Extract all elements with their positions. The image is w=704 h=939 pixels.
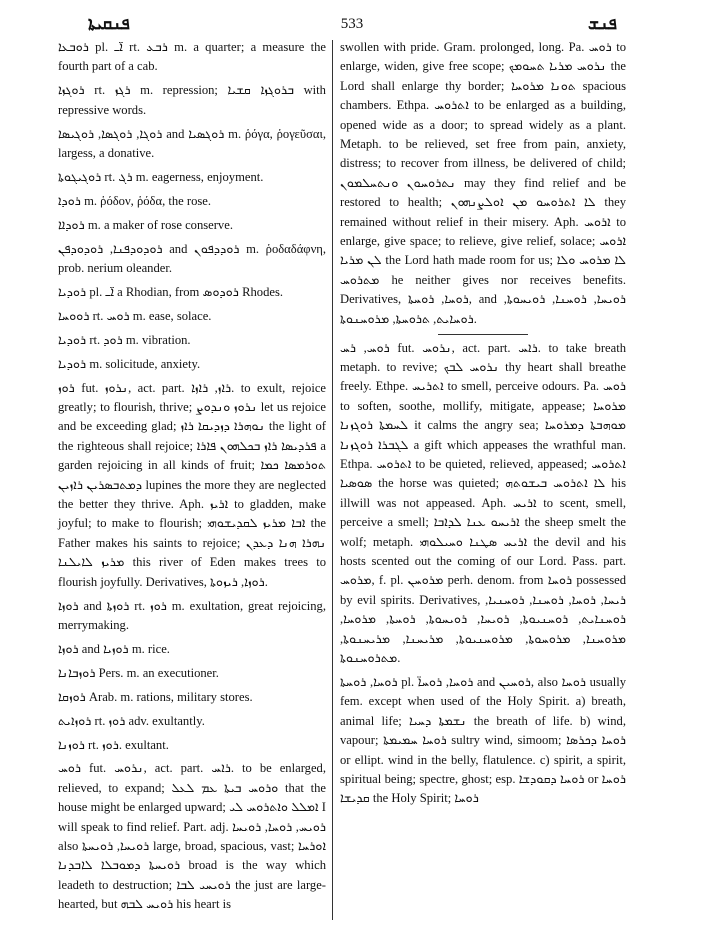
dictionary-entry: ܪܘܕܐ m. ῥόδον, ῥόδα, the rose. (58, 193, 212, 208)
right-column (340, 38, 626, 813)
dictionary-entry: ܪܘܙܐܝܬ rt. ܪܘܙ adv. exultantly. (58, 713, 205, 728)
column-divider (332, 40, 333, 920)
dictionary-entry: ܪܘܚܐ, ܪܘܚܬܐ pl. ܪܘܚܐ, ܪܘܚܐ̈ and ܪܘܚܝܢ, also ܪܘܚܐ usually fem. except when used of the Holy Spirit. a) breath, animal life; ܢܫܡܬܐ ܕܚܝܐ the breath of life. b) wind, vapour; ܪܘܚܐ ܚܡܝܡܬܐ sultry wind, simoom; ܪܘܚܐ ܕܟܪܣܐ or ellipt. wind in the belly, flatulence. c) spirit, a spirit, spiritual being; spectre, ghost; esp. ܪܘܚܐ ܕܩܘܕܫܐ or ܪܘܚܐ ܩܕܝܫܐ the Holy Spirit; ܪܘܚܐ (340, 675, 627, 806)
dictionary-entry: ܪܘܚ, ܪܚ fut. ܢܪܘܚ, act. part. ܪܐܚ. to take breath metaph. to revive; ܢܪܘܚ ܠܒܟ thy heart shall breathe freely. Ethpe. ܐܬܪܝܚ to smell, perceive odours. Pa. ܪܘܚ to soften, soothe, mollify, mitigate, appease; ܡܪܘܚܐ ܠܚܡܬܐ ܪܘܓܙܢܐ it calms the angry sea; ܡܘܗܒܬܐ ܕܡܪܘܚܐ ܠܓܒܪܐ ܪܘܓܙܢܐ a gift which appeases the wrathful man. Ethpa. ܐܬܪܘܚ to be quieted, relieved, appeased; ܐܬܪܘܚ ܣܘܣܝܐ the horse was quieted; ܠܐ ܐܬܪܘܚ ܒܝܫܘܬܗ his illwill was not appeased. Aph. ܐܪܝܚ to scent, smell, perceive a smell; ܐܪܝܚܘ ܥܢܐ ܠܕܐܒܐ the sheep smelt the wolf; metaph. ܐܪܝܚ ܣܛܢܐ ܘܚܝܠܘܗܝ the devil and his hosts scented out the coming of our Lord. Pass. part. ܡܪܘܚ, f. pl. ܡܪܘܚܢ perh. denom. from ܪܘܚܐ possessed by evil spirits. Derivatives, ܪܝܚܐ, ܪܘܚܐ, ܪܘܚܢܐ, ܪܘܚܢܝܐ, ܪܘܚܢܐܝܬ, ܪܘܚܢܝܘܬܐ, ܪܘܝܚܐ, ܪܘܝܚܘܬܐ, ܪܘܚܬܐ, ܡܪܘܚܐ, ܡܪܘܚܢܐ, ܡܪܘܚܘܬܐ, ܡܪܘܚܢܝܘܬܐ, ܡܪܝܚܢܐ, ܡܪܝܚܢܘܬܐ, ܡܬܪܘܚܢܘܬܐ. (340, 340, 627, 666)
dictionary-entry: ܪܘܙܒܐܢܐ Pers. m. an executioner. (58, 665, 219, 680)
dictionary-entry: ܪܘܘܚܐ rt. ܪܘܚ m. ease, solace. (58, 308, 212, 323)
dictionary-entry: ܪܘܕܐܐ m. a maker of rose conserve. (58, 217, 233, 232)
left-column (58, 38, 326, 919)
header-right-word: ܦܢܫ (588, 14, 617, 33)
dictionary-entry: ܪܘܕܝܐ m. solicitude, anxiety. (58, 356, 201, 371)
dictionary-entry: ܪܘܙܐ and ܪܘܙܬܐ rt. ܪܘܙ m. exultation, great rejoicing, merrymaking. (58, 598, 326, 632)
entry-separator-rule (438, 334, 528, 335)
dictionary-entry: ܪܘܙܩܐ Arab. m. rations, military stores. (58, 689, 253, 704)
dictionary-entry: ܪܘܕܝܐ rt. ܪܘܕ m. vibration. (58, 332, 191, 347)
dictionary-entry: ܪܘܒܥܐ pl. ܐ̈ـ rt. ܪܒܥ m. a quarter; a measure the fourth part of a cab. (58, 40, 326, 74)
dictionary-entry: swollen with pride. Gram. prolonged, long. Pa. ܪܘܚ to enlarge, widen, give free scope; ܢܪܘܚ ܡܪܝܐ ܬܚܘܡܟ the Lord shall enlarge thy border; ܬܘܢܐ ܡܪܘܚܐ spacious chambers. Ethpa. ܐܬܪܘܚ to be enlarged as a building, opened wide as a door; to spread widely as a plant. Metaph. to be relieved, set free from pain, anxiety, distress; to recover from illness, be delivered of child; ܢܬܪܘܚܘܢ ܘܢܬܚܠܡܘܢ may they find relief and be restored to health; ܠܐ ܐܬܪܘܚܘ ܡܢ ܐܘܠܨܢܗܘܢ they remained without relief in their misery. Aph. ܐܪܘܚ to enlarge, give space; to relieve, give relief, solace; ܐܪܘܚ ܠܢ ܡܪܝܐ the Lord hath made room for us; ܠܐ ܡܪܘܚ ܘܠܐ ܡܬܪܘܚ he neither gives nor receives benefits. Derivatives, ܪܘܚܐ, ܪܘܚܬܐ, and ܪܘܝܚܐ, ܪܘܚܢܐ, ܪܘܝܚܘܬܐ, ܪܘܚܐܝܬ, ܬܪܘܚܬܐ, ܡܪܘܚܢܘܬܐ. (340, 40, 627, 326)
dictionary-entry: ܪܘܙ fut. ܢܪܘܙ, act. part. ܪܐܙ, ܪܐܙܐ. to exult, rejoice greatly; to flourish, thrive; ܢܪܘܙ ܘܢܕܘܨ let us rejoice and be exceeding glad; ܢܘܗܪܐ ܕܙܕܝܩܐ ܪܐܙ the light of the righteous shall rejoice; ܦܪܕܝܣܐ ܪܐܙ ܒܟܠܗܘܢ ܦܐܪܐ a garden rejoicing in all kinds of fruit; ܬܘܪܡܣܐ ܟܡܐ ܕܡܬܒܣܪܝܢ ܪܐܙܝܢ lupines the more they are neglected the better they thrive. Aph. ܐܪܝܙ to gladden, make joyful; to make to flourish; ܐܒܐ ܡܪܝܙ ܠܩܕܝܫܘܗܝ the Father makes his saints to rejoice; ܢܗܪܐ ܗܢܐ ܕܥܕܢ ܡܪܝܙ ܠܐܝܠܢܐ this river of Eden makes trees to flourish joyfully. Derivatives, ܪܘܙܐ, ܪܝܙܘܬܐ. (58, 380, 326, 589)
dictionary-entry: ܪܘܙܢܐ rt. ܪܘܙ. exultant. (58, 737, 169, 752)
page-number: 533 (340, 16, 364, 32)
dictionary-entry: ܪܘܚ fut. ܢܪܘܚ, act. part. ܪܐܚ. to be enlarged, relieved, to expand; ܘܪܘܚ ܒܝܬܐ ܥܡ ܠܥܠ that the house might be enlarged upward; ܐܡܠܠ ܘܐܬܪܘܚ ܠܝ I will speak to find relief. Part. adj. ܪܘܝܚ, ܪܘܚܐ, ܪܘܝܚܐ also ܪܘܝܚܐ, ܪܘܝܚܬܐ large, broad, spacious, vast; ܐܘܪܚܐ ܪܘܝܚܬܐ ܕܡܘܒܠܐ ܠܐܒܕܢܐ broad is the way which leadeth to destruction; ܪܘܝܚܝ ܠܒܐ the just are large-hearted, but ܪܘܝܚ ܠܒܗ his heart is (58, 761, 327, 912)
dictionary-entry: ܪܘܕܘܕܦܢܐ, ܪܘܕܘܕܦܢ and ܪܘܕܕܦܘܢ m. ῥοδαδάφνη, prob. nerium oleander. (58, 241, 326, 276)
header-left-word: ܦܢܩܝܬܐ (88, 14, 130, 33)
dictionary-entry: ܪܘܙܐ and ܪܘܙܝܐ m. rice. (58, 641, 170, 656)
page-header (0, 14, 704, 38)
dictionary-entry: ܪܘܕܝܐ pl. ܐ̈ـ a Rhodian, from ܪܘܕܘܣ Rhodes. (58, 284, 283, 299)
dictionary-entry: ܪܘܓܐ, ܪܘܓܣܐ, ܪܘܓܝܣܐ and ܪܘܓܣܝܐ m. ῥόγα, ῥογεῦσαι, largess, a donative. (58, 126, 326, 161)
dictionary-entry: ܪܘܓܝܓܘܬܐ rt. ܪܓ m. eagerness, enjoyment. (58, 169, 264, 184)
dictionary-entry: ܪܘܓܙܐ rt. ܪܓܙ m. repression; ܒܪܘܓܙܐ ܩܫܝܐ with repressive words. (58, 83, 326, 117)
